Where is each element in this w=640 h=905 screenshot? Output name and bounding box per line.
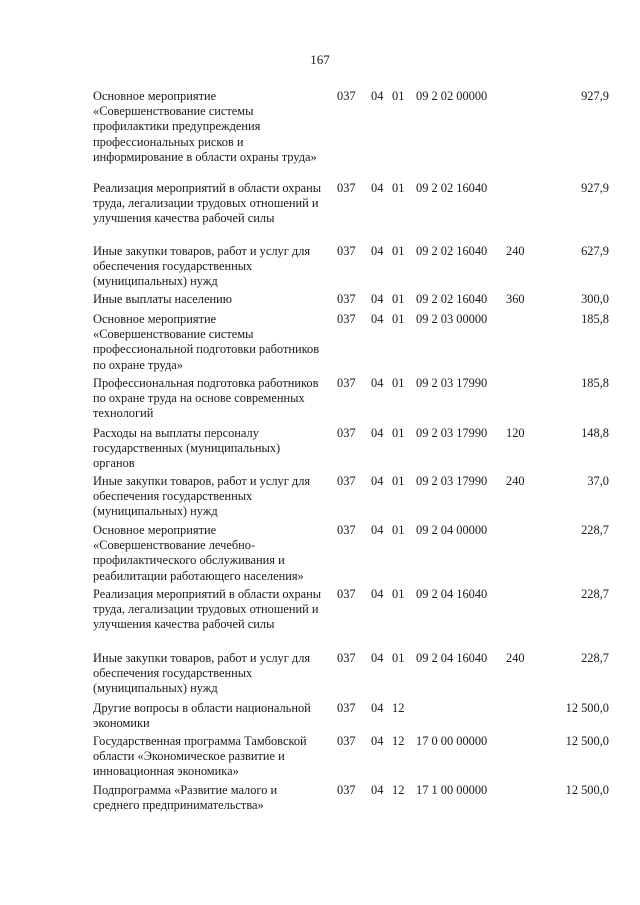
row-ved: 037: [337, 376, 356, 390]
row-rz: 04: [371, 89, 384, 103]
row-name: Основное мероприятие «Совершенствование системы профилактики предупреждения профессиональных рисков и информирование в области охраны труда»: [93, 89, 317, 164]
row-csr: 09 2 04 16040: [416, 587, 488, 601]
page-number: 167: [310, 52, 330, 67]
row-rz: 04: [371, 181, 384, 195]
row-sum: 12 500,0: [565, 701, 609, 715]
row-pr: 01: [392, 181, 405, 195]
row-name: Реализация мероприятий в области охраны труда, легализации трудовых отношений и улучшения качества рабочей силы: [93, 587, 322, 632]
row-vr: 240: [506, 651, 525, 665]
row-ved: 037: [337, 89, 356, 103]
row-rz: 04: [371, 244, 384, 258]
row-ved: 037: [337, 651, 356, 665]
row-sum: 185,8: [581, 312, 609, 326]
row-ved: 037: [337, 783, 356, 797]
row-pr: 01: [392, 651, 405, 665]
row-rz: 04: [371, 651, 384, 665]
row-pr: 01: [392, 244, 405, 258]
row-pr: 01: [392, 89, 405, 103]
row-ved: 037: [337, 587, 356, 601]
row-name: Другие вопросы в области национальной экономики: [93, 701, 311, 731]
row-pr: 01: [392, 292, 405, 306]
row-ved: 037: [337, 181, 356, 195]
row-pr: 01: [392, 587, 405, 601]
row-pr: 12: [392, 734, 405, 748]
row-sum: 37,0: [587, 474, 609, 488]
row-csr: 09 2 03 17990: [416, 376, 488, 390]
row-sum: 228,7: [581, 651, 609, 665]
row-pr: 01: [392, 474, 405, 488]
row-name: Иные закупки товаров, работ и услуг для обеспечения государственных (муниципальных) нужд: [93, 651, 311, 696]
row-csr: 09 2 03 00000: [416, 312, 488, 326]
row-csr: 17 1 00 00000: [416, 783, 488, 797]
row-ved: 037: [337, 474, 356, 488]
row-name: Расходы на выплаты персоналу государственных (муниципальных) органов: [93, 426, 281, 471]
row-name: Иные закупки товаров, работ и услуг для обеспечения государственных (муниципальных) нужд: [93, 244, 311, 289]
row-rz: 04: [371, 701, 384, 715]
row-ved: 037: [337, 312, 356, 326]
row-name: Государственная программа Тамбовской области «Экономическое развитие и инновационная экономика»: [93, 734, 307, 779]
row-vr: 240: [506, 474, 525, 488]
row-ved: 037: [337, 523, 356, 537]
row-sum: 627,9: [581, 244, 609, 258]
row-vr: 240: [506, 244, 525, 258]
row-csr: 09 2 02 16040: [416, 181, 488, 195]
row-rz: 04: [371, 783, 384, 797]
row-pr: 01: [392, 426, 405, 440]
row-name: Основное мероприятие «Совершенствование системы профессиональной подготовки работников по охране труда»: [93, 312, 320, 372]
row-csr: 09 2 02 16040: [416, 244, 488, 258]
row-csr: 17 0 00 00000: [416, 734, 488, 748]
row-name: Реализация мероприятий в области охраны труда, легализации трудовых отношений и улучшения качества рабочей силы: [93, 181, 322, 226]
row-rz: 04: [371, 292, 384, 306]
row-rz: 04: [371, 426, 384, 440]
row-rz: 04: [371, 474, 384, 488]
row-sum: 927,9: [581, 89, 609, 103]
row-sum: 12 500,0: [565, 734, 609, 748]
row-sum: 228,7: [581, 523, 609, 537]
row-sum: 148,8: [581, 426, 609, 440]
row-sum: 927,9: [581, 181, 609, 195]
row-sum: 12 500,0: [565, 783, 609, 797]
row-rz: 04: [371, 376, 384, 390]
row-rz: 04: [371, 587, 384, 601]
row-csr: 09 2 02 00000: [416, 89, 488, 103]
row-csr: 09 2 02 16040: [416, 292, 488, 306]
row-ved: 037: [337, 734, 356, 748]
row-ved: 037: [337, 701, 356, 715]
row-csr: 09 2 04 00000: [416, 523, 488, 537]
row-name: Основное мероприятие «Совершенствование лечебно-профилактического обслуживания и реабилитации работающего населения»: [93, 523, 304, 583]
row-vr: 360: [506, 292, 525, 306]
row-rz: 04: [371, 734, 384, 748]
row-pr: 01: [392, 312, 405, 326]
row-csr: 09 2 03 17990: [416, 426, 488, 440]
row-pr: 01: [392, 376, 405, 390]
row-name: Иные выплаты населению: [93, 292, 232, 306]
row-name: Профессиональная подготовка работников по охране труда на основе современных технологий: [93, 376, 319, 421]
row-pr: 01: [392, 523, 405, 537]
row-name: Иные закупки товаров, работ и услуг для обеспечения государственных (муниципальных) нужд: [93, 474, 311, 519]
row-sum: 228,7: [581, 587, 609, 601]
row-vr: 120: [506, 426, 525, 440]
row-sum: 185,8: [581, 376, 609, 390]
row-pr: 12: [392, 783, 405, 797]
row-ved: 037: [337, 426, 356, 440]
row-csr: 09 2 04 16040: [416, 651, 488, 665]
row-pr: 12: [392, 701, 405, 715]
row-rz: 04: [371, 523, 384, 537]
row-rz: 04: [371, 312, 384, 326]
row-ved: 037: [337, 292, 356, 306]
row-sum: 300,0: [581, 292, 609, 306]
row-ved: 037: [337, 244, 356, 258]
row-csr: 09 2 03 17990: [416, 474, 488, 488]
row-name: Подпрограмма «Развитие малого и среднего предпринимательства»: [93, 783, 278, 813]
